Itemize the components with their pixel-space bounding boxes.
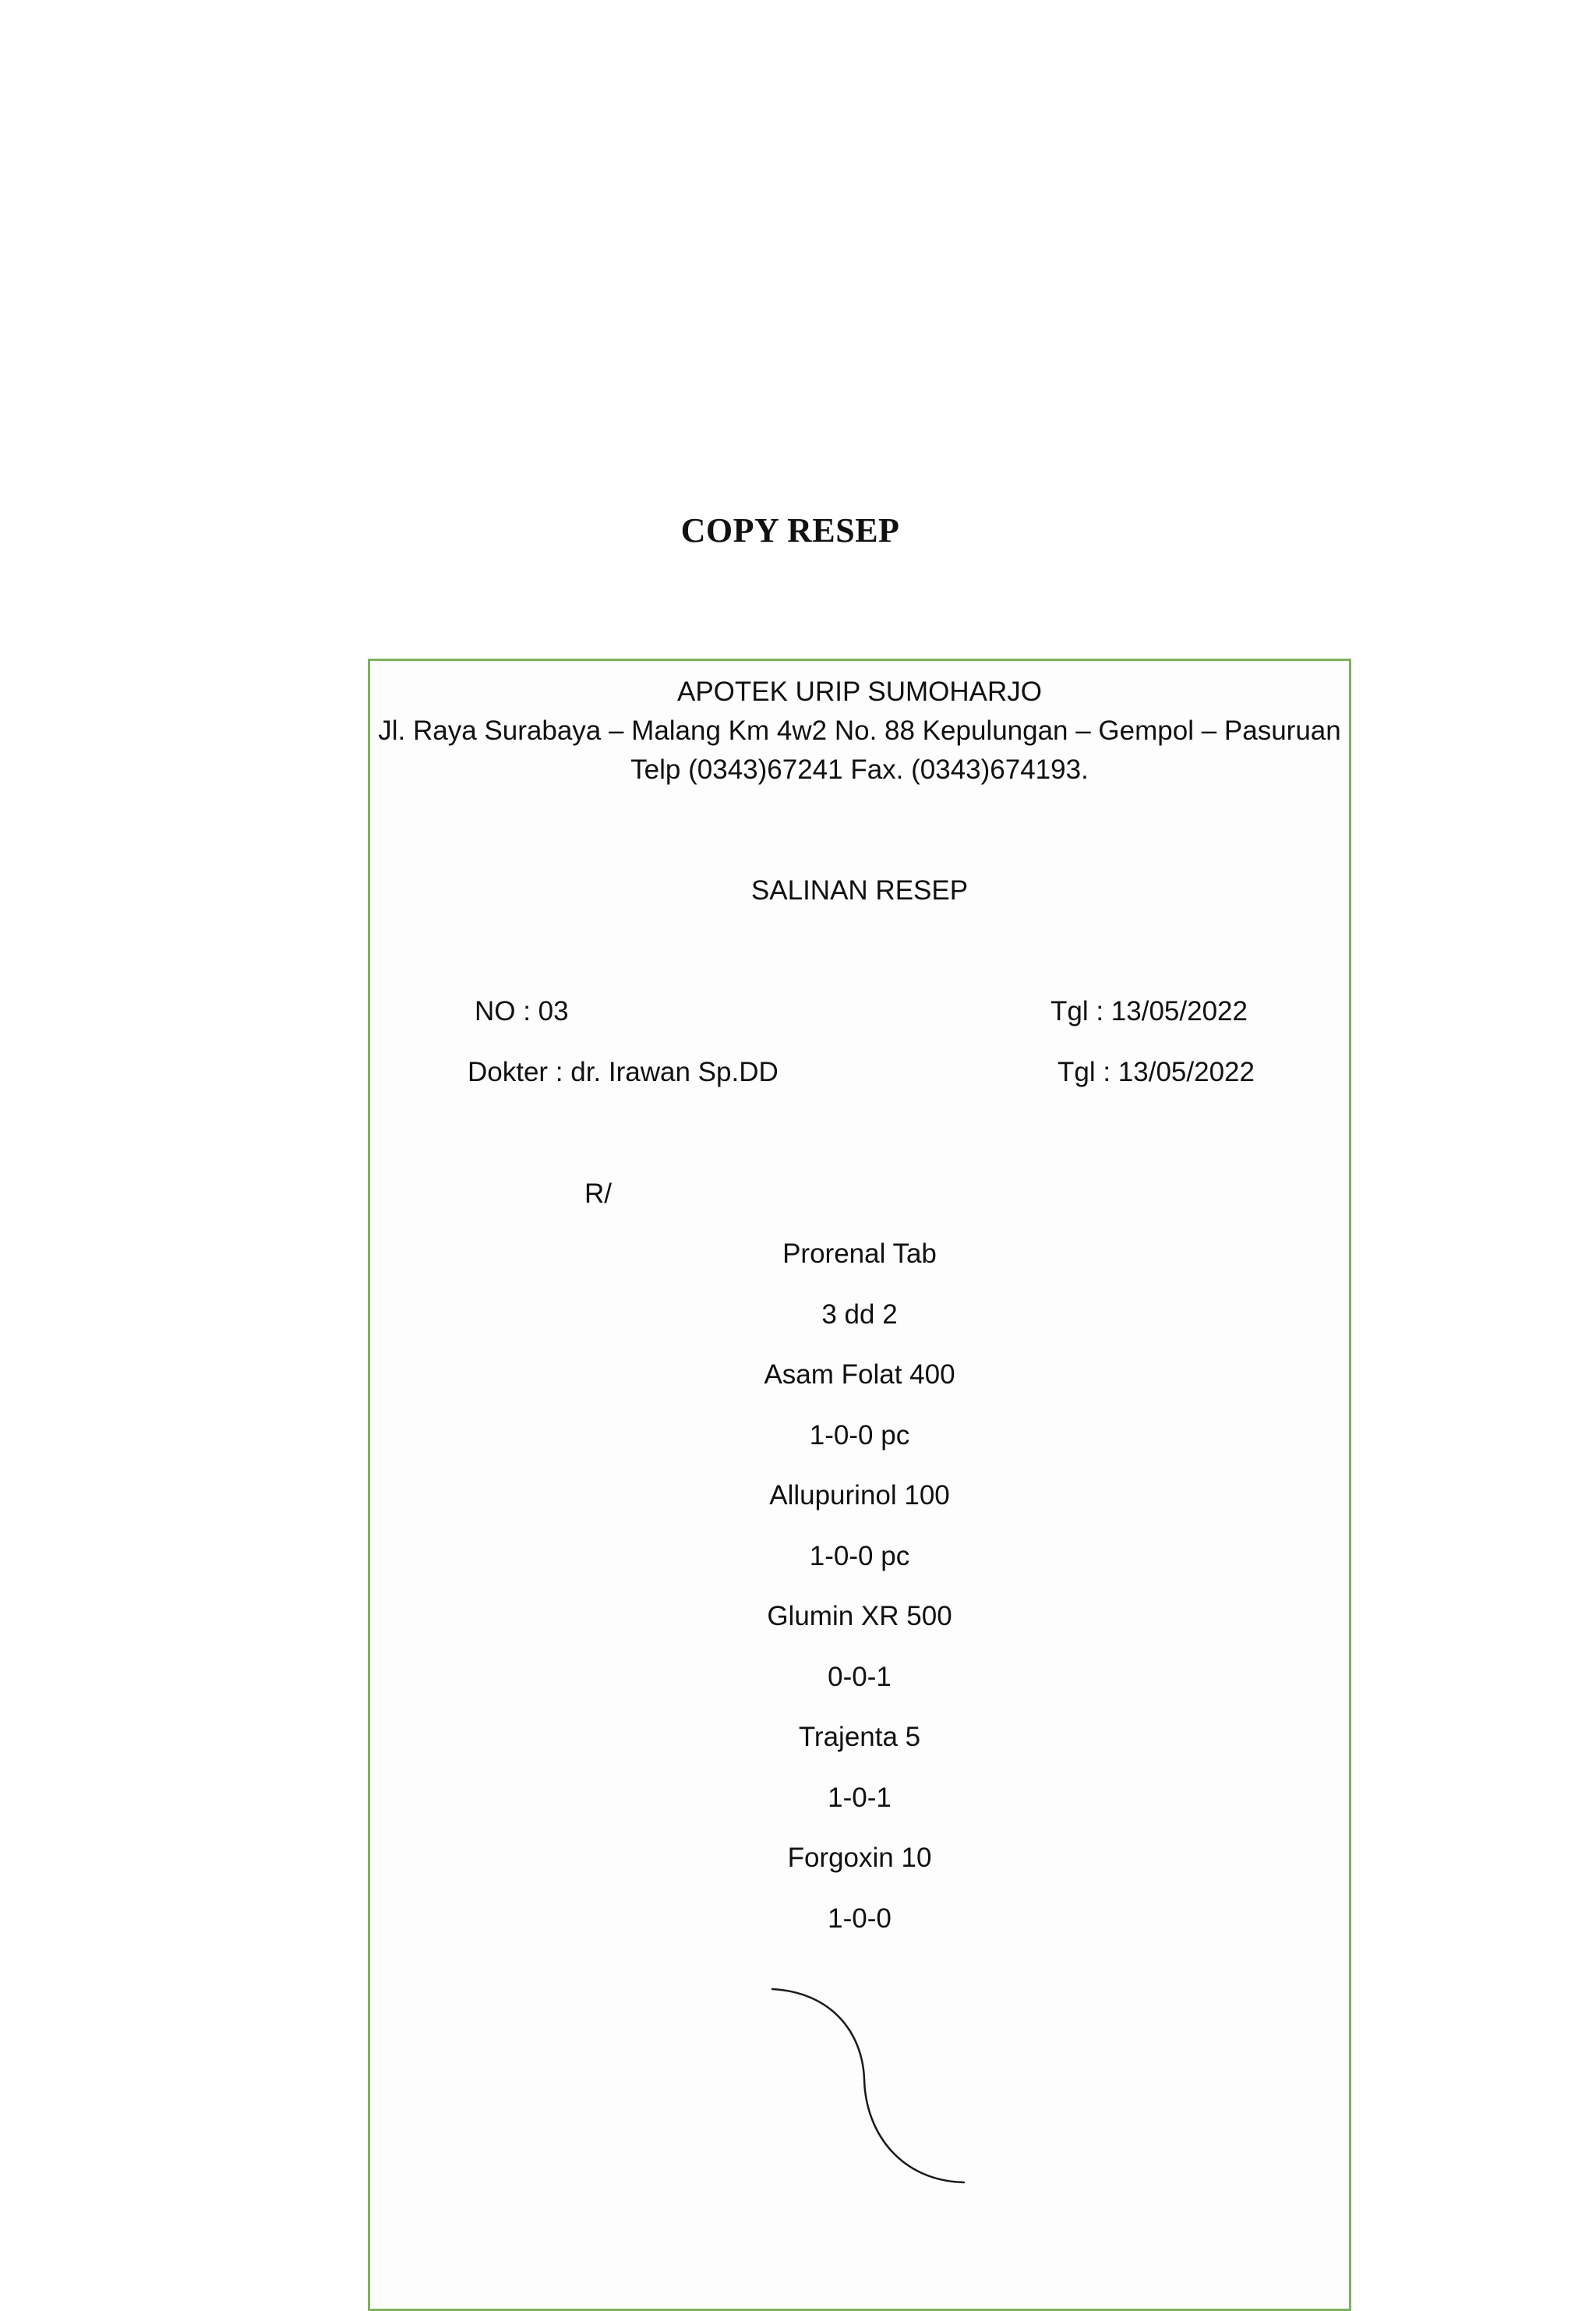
drug-name: Allupurinol 100 [769, 1480, 950, 1511]
doctor-name: Dokter : dr. Irawan Sp.DD [468, 1057, 779, 1087]
drug-dose: 1-0-0 pc [809, 1420, 910, 1451]
drug-name: Glumin XR 500 [767, 1601, 952, 1631]
drug-dose: 1-0-0 pc [809, 1541, 910, 1571]
drug-name: Prorenal Tab [782, 1239, 937, 1269]
pharmacy-address: Jl. Raya Surabaya – Malang Km 4w2 No. 88 Kepulungan – Gempol – Pasuruan [378, 716, 1341, 746]
drug-dose: 1-0-0 [828, 1903, 892, 1934]
recipe-mark: R/ [584, 1178, 612, 1209]
pharmacy-name: APOTEK URIP SUMOHARJO [676, 677, 1043, 707]
drug-name: Forgoxin 10 [787, 1843, 932, 1873]
pharmacy-contact: Telp (0343)67241 Fax. (0343)674193. [630, 754, 1089, 785]
prescription-copy-box [368, 659, 1351, 2311]
document-heading: SALINAN RESEP [750, 875, 969, 906]
drug-name: Asam Folat 400 [764, 1359, 955, 1390]
drug-dose: 3 dd 2 [821, 1299, 898, 1330]
prescription-number: NO : 03 [475, 996, 569, 1027]
doctor-date: Tgl : 13/05/2022 [1058, 1057, 1255, 1087]
drug-dose: 0-0-1 [828, 1662, 892, 1692]
signature-stroke [769, 1986, 972, 2196]
page-title: COPY RESEP [680, 511, 900, 549]
drug-dose: 1-0-1 [828, 1783, 892, 1813]
prescription-date: Tgl : 13/05/2022 [1050, 996, 1248, 1027]
drug-name: Trajenta 5 [798, 1722, 921, 1752]
